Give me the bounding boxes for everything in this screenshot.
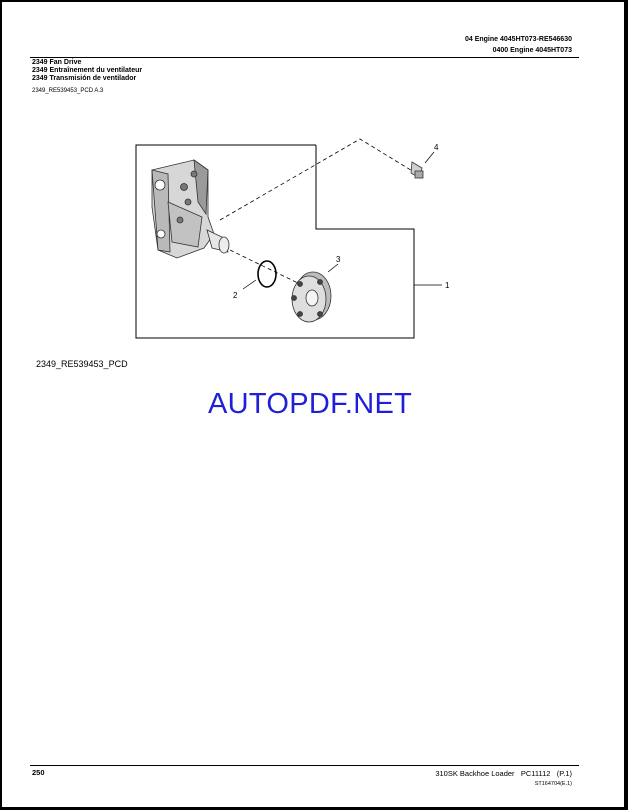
- cap-screw: [411, 162, 423, 178]
- callout-1: 1: [445, 281, 450, 290]
- title-spanish: 2349 Transmisión de ventilador: [32, 75, 137, 82]
- leader-line-3: [328, 264, 338, 272]
- bolt-dashed-line: [220, 139, 414, 220]
- footer-divider: [30, 765, 579, 766]
- header-group-engine: 0400 Engine 4045HT073: [492, 47, 572, 54]
- footer-page-ref: (P.1): [556, 769, 572, 778]
- footer-catalog: PC11112: [520, 769, 551, 778]
- leader-line-4: [425, 152, 434, 163]
- document-page: [2, 2, 624, 807]
- footer-model: 310SK Backhoe Loader: [435, 769, 515, 778]
- footer-model-catalog: [435, 769, 572, 778]
- title-english: 2349 Fan Drive: [32, 59, 82, 66]
- snap-ring: [258, 261, 276, 287]
- fan-hub: [292, 272, 332, 322]
- header-section-engine: 04 Engine 4045HT073-RE546630: [464, 36, 572, 43]
- illustration-caption: 2349_RE539453_PCD: [36, 359, 128, 369]
- fan-drive-exploded-diagram: [2, 2, 624, 362]
- watermark-text: AUTOPDF.NET: [208, 388, 413, 420]
- footer-document-code: ST164704(E.1): [534, 781, 572, 787]
- title-french: 2349 Entraînement du ventilateur: [32, 67, 143, 74]
- illustration-reference: 2349_RE539453_PCD A.3: [32, 88, 104, 94]
- hub-dashed-line: [230, 250, 302, 285]
- callout-2: 2: [233, 291, 238, 300]
- callout-3: 3: [336, 255, 341, 264]
- fan-drive-bracket: [152, 160, 229, 258]
- callout-4: 4: [434, 143, 439, 152]
- leader-line-2: [243, 280, 256, 289]
- page-number: 250: [32, 768, 45, 777]
